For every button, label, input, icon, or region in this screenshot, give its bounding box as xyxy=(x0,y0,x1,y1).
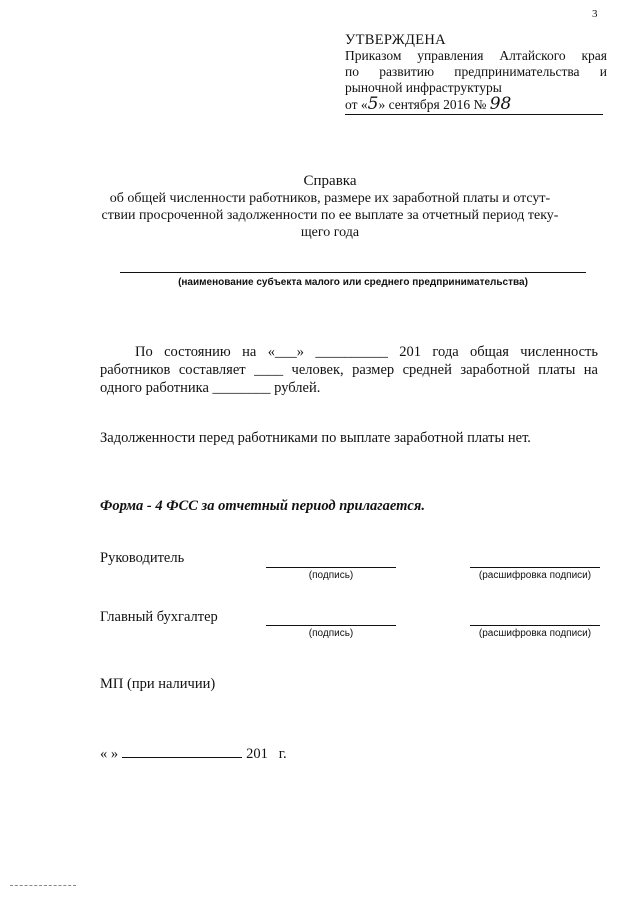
title-line-1: об общей численности работников, размере их заработной платы и отсут- xyxy=(109,191,551,206)
footer-date-blank xyxy=(122,757,242,758)
approval-line-1: Приказом управления Алтайского края xyxy=(345,48,607,63)
debt-statement: Задолженности перед работниками по выплате заработной платы нет. xyxy=(100,430,531,446)
document-title xyxy=(85,173,575,241)
mp-label: МП (при наличии) xyxy=(100,676,216,692)
accountant-signature-caption: (подпись) xyxy=(308,628,354,639)
head-decryption-caption: (расшифровка подписи) xyxy=(478,570,592,581)
accountant-signature-line xyxy=(266,625,396,626)
forma-statement: Форма - 4 ФСС за отчетный период прилагается. xyxy=(100,498,425,514)
footer-date-year: 201 xyxy=(246,746,268,762)
accountant-decryption-caption: (расшифровка подписи) xyxy=(478,628,592,639)
approval-date-prefix: от « xyxy=(345,97,368,112)
approval-title: УТВЕРЖДЕНА xyxy=(345,32,446,48)
approval-day: 5 xyxy=(367,94,379,114)
approval-line-2: по развитию предпринимательства и xyxy=(345,64,607,79)
main-paragraph: По состоянию на «___» __________ 201 года общая численность работников составляет ____ человек, размер средней заработной платы на одного работника ________ рублей. xyxy=(100,344,598,396)
entity-caption: (наименование субъекта малого или среднего предпринимательства) xyxy=(178,277,528,288)
scan-artifact-line xyxy=(10,885,76,886)
footer-date-open: « » xyxy=(100,746,119,762)
title-heading: Справка xyxy=(303,173,357,189)
accountant-decryption-line xyxy=(470,625,600,626)
footer-date xyxy=(100,746,287,763)
approval-line-3: рыночной инфраструктуры xyxy=(345,80,502,95)
footer-date-suffix: г. xyxy=(278,746,287,762)
head-decryption-line xyxy=(470,567,600,568)
head-signature-line xyxy=(266,567,396,568)
accountant-label: Главный бухгалтер xyxy=(100,609,218,625)
approval-date-mid: » сентября 2016 № xyxy=(378,97,487,112)
approval-order-number: 98 xyxy=(489,94,512,114)
head-signature-caption: (подпись) xyxy=(308,570,354,581)
approval-stamp xyxy=(345,32,607,115)
head-label: Руководитель xyxy=(100,550,185,566)
page-number: 3 xyxy=(592,8,598,20)
entity-name-line xyxy=(120,272,586,273)
title-line-3: щего года xyxy=(300,225,360,240)
title-line-2: ствии просроченной задолженности по ее выплате за отчетный период теку- xyxy=(101,208,559,223)
approval-date-line xyxy=(345,96,603,115)
